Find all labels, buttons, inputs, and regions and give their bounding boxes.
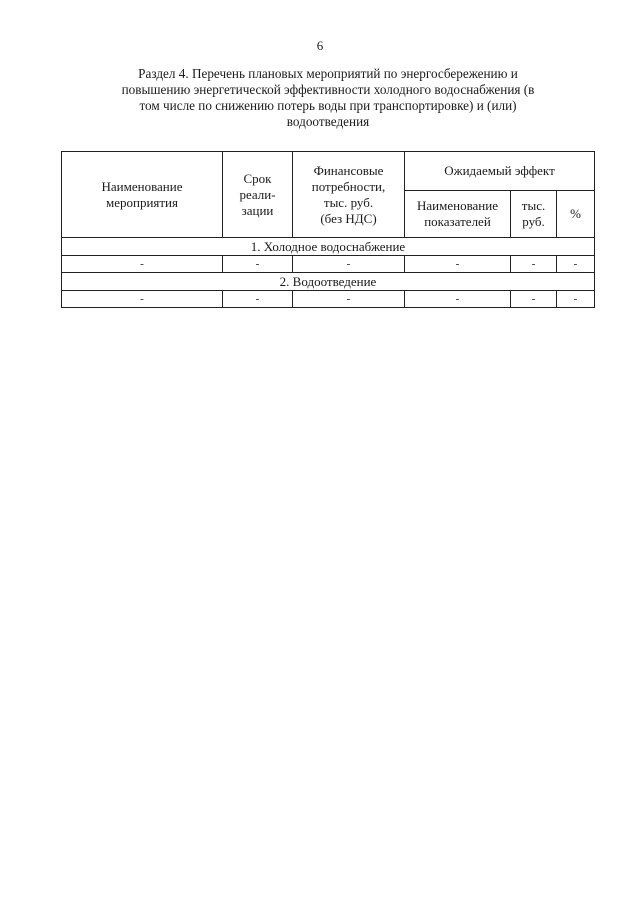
header-thousand-rub: тыс. руб. bbox=[511, 191, 557, 238]
table-cell: - bbox=[223, 256, 293, 273]
table-cell: - bbox=[405, 291, 511, 308]
section-title-cold-water: 1. Холодное водоснабжение bbox=[62, 238, 595, 256]
table-cell: - bbox=[557, 291, 595, 308]
header-expected-effect: Ожидаемый эффект bbox=[405, 152, 595, 191]
table-cell: - bbox=[293, 256, 405, 273]
section-title-sewerage: 2. Водоотведение bbox=[62, 273, 595, 291]
measures-table bbox=[61, 151, 595, 308]
header-percent: % bbox=[557, 191, 595, 238]
table-cell: - bbox=[511, 256, 557, 273]
table-row bbox=[62, 256, 595, 273]
table-cell: - bbox=[405, 256, 511, 273]
table-cell: - bbox=[293, 291, 405, 308]
section-heading bbox=[86, 66, 570, 130]
table-cell: - bbox=[223, 291, 293, 308]
table-cell: - bbox=[557, 256, 595, 273]
heading-line: водоотведения bbox=[286, 114, 370, 129]
header-indicators: Наименование показателей bbox=[405, 191, 511, 238]
table-row bbox=[62, 291, 595, 308]
table-cell: - bbox=[62, 256, 223, 273]
heading-line: повышению энергетической эффективности холодного водоснабжения (в bbox=[121, 82, 535, 97]
header-term: Срок реали- зации bbox=[223, 152, 293, 238]
header-measure-name: Наименование мероприятия bbox=[62, 152, 223, 238]
heading-line: Раздел 4. Перечень плановых мероприятий по энергосбережению и bbox=[138, 66, 518, 81]
table-cell: - bbox=[62, 291, 223, 308]
table-cell: - bbox=[511, 291, 557, 308]
page-number: 6 bbox=[316, 38, 324, 53]
heading-line: том числе по снижению потерь воды при транспортировке) и (или) bbox=[139, 98, 517, 113]
header-finance: Финансовые потребности, тыс. руб. (без НДС) bbox=[293, 152, 405, 238]
